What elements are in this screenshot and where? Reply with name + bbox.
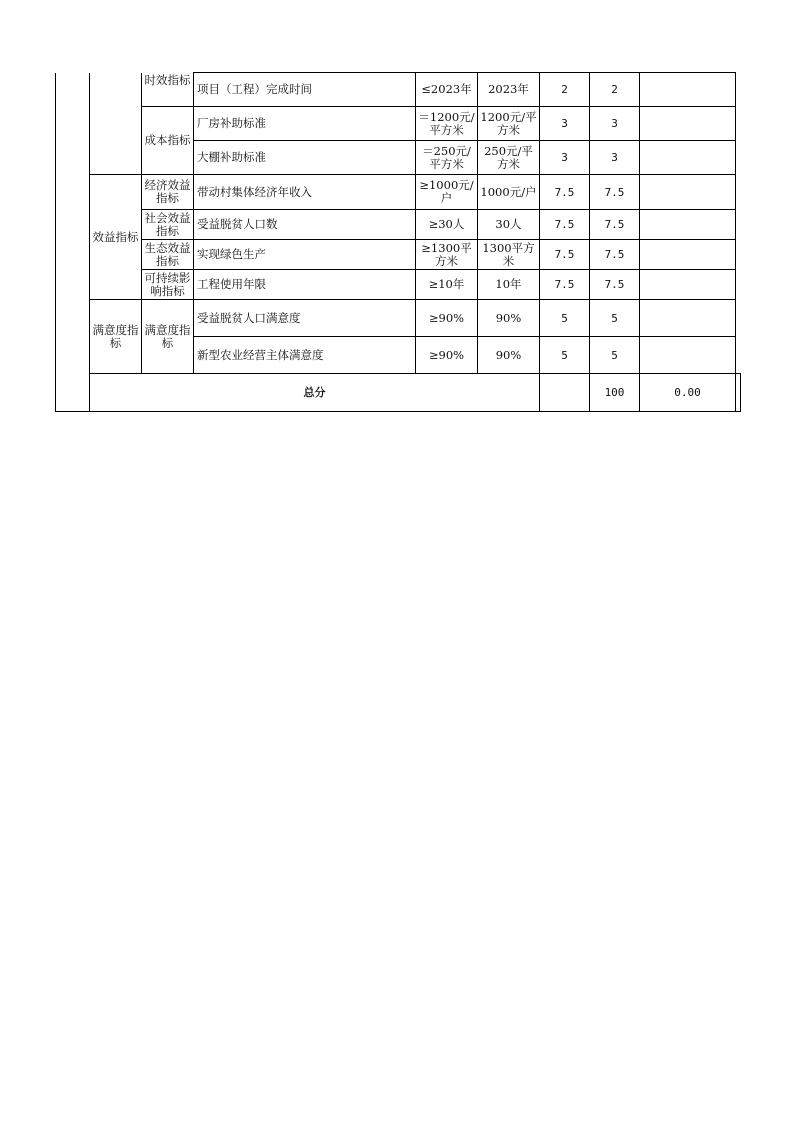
cost-indicator-category: 成本指标 [142,107,194,175]
actual-value: 250元/平方米 [478,141,540,175]
target-value: ＝250元/平方米 [416,141,478,175]
benefit-category: 可持续影响指标 [142,270,194,300]
benefit-category: 经济效益指标 [142,175,194,210]
satisfaction-group-label: 满意度指标 [90,300,142,374]
actual-value: 2023年 [478,73,540,107]
target-value: ≥1000元/户 [416,175,478,210]
table-row [56,107,741,141]
target-value: ≤2023年 [416,73,478,107]
indicator-name: 厂房补助标准 [194,107,416,141]
note-cell [640,107,736,141]
weight-value: 2 [540,73,590,107]
note-cell [640,270,736,300]
indicator-name: 实现绿色生产 [194,240,416,270]
table-row [56,210,741,240]
actual-value: 1300平方米 [478,240,540,270]
note-cell [640,141,736,175]
score-value: 3 [590,141,640,175]
benefit-category: 社会效益指标 [142,210,194,240]
score-value: 2 [590,73,640,107]
score-value: 3 [590,107,640,141]
table-row [56,175,741,210]
actual-value: 90% [478,337,540,374]
note-cell [640,73,736,107]
note-cell [640,337,736,374]
weight-value: 7.5 [540,210,590,240]
actual-value: 1200元/平方米 [478,107,540,141]
actual-value: 1000元/户 [478,175,540,210]
total-label: 总分 [90,374,540,412]
level2-cell-continued [90,73,142,175]
note-cell [640,240,736,270]
indicator-name: 受益脱贫人口满意度 [194,300,416,337]
score-value: 5 [590,300,640,337]
indicator-name: 带动村集体经济年收入 [194,175,416,210]
table-row [56,270,741,300]
weight-value: 7.5 [540,270,590,300]
total-note [736,374,741,412]
weight-value: 5 [540,300,590,337]
target-value: ＝1200元/平方米 [416,107,478,141]
total-actual [540,374,590,412]
performance-indicator-table [55,72,741,412]
score-value: 5 [590,337,640,374]
target-value: ≥30人 [416,210,478,240]
indicator-name: 大棚补助标准 [194,141,416,175]
weight-value: 7.5 [540,175,590,210]
actual-value: 10年 [478,270,540,300]
weight-value: 7.5 [540,240,590,270]
actual-value: 90% [478,300,540,337]
benefit-category: 生态效益指标 [142,240,194,270]
score-value: 7.5 [590,240,640,270]
indicator-name: 新型农业经营主体满意度 [194,337,416,374]
weight-value: 5 [540,337,590,374]
table-row [56,240,741,270]
time-indicator-category: 时效指标 [142,73,194,107]
actual-value: 30人 [478,210,540,240]
score-value: 7.5 [590,175,640,210]
table-row [56,73,741,107]
target-value: ≥90% [416,300,478,337]
target-value: ≥1300平方米 [416,240,478,270]
weight-value: 3 [540,141,590,175]
score-value: 7.5 [590,210,640,240]
satisfaction-category: 满意度指标 [142,300,194,374]
weight-value: 3 [540,107,590,141]
total-weight: 100 [590,374,640,412]
indicator-name: 受益脱贫人口数 [194,210,416,240]
indicator-name: 工程使用年限 [194,270,416,300]
table-row [56,300,741,337]
note-cell [640,175,736,210]
benefit-group-label: 效益指标 [90,175,142,300]
score-value: 7.5 [590,270,640,300]
note-cell [640,300,736,337]
total-row [56,374,741,412]
total-score: 0.00 [640,374,736,412]
target-value: ≥10年 [416,270,478,300]
level1-cell-continued [56,73,90,412]
target-value: ≥90% [416,337,478,374]
note-cell [640,210,736,240]
indicator-name: 项目（工程）完成时间 [194,73,416,107]
